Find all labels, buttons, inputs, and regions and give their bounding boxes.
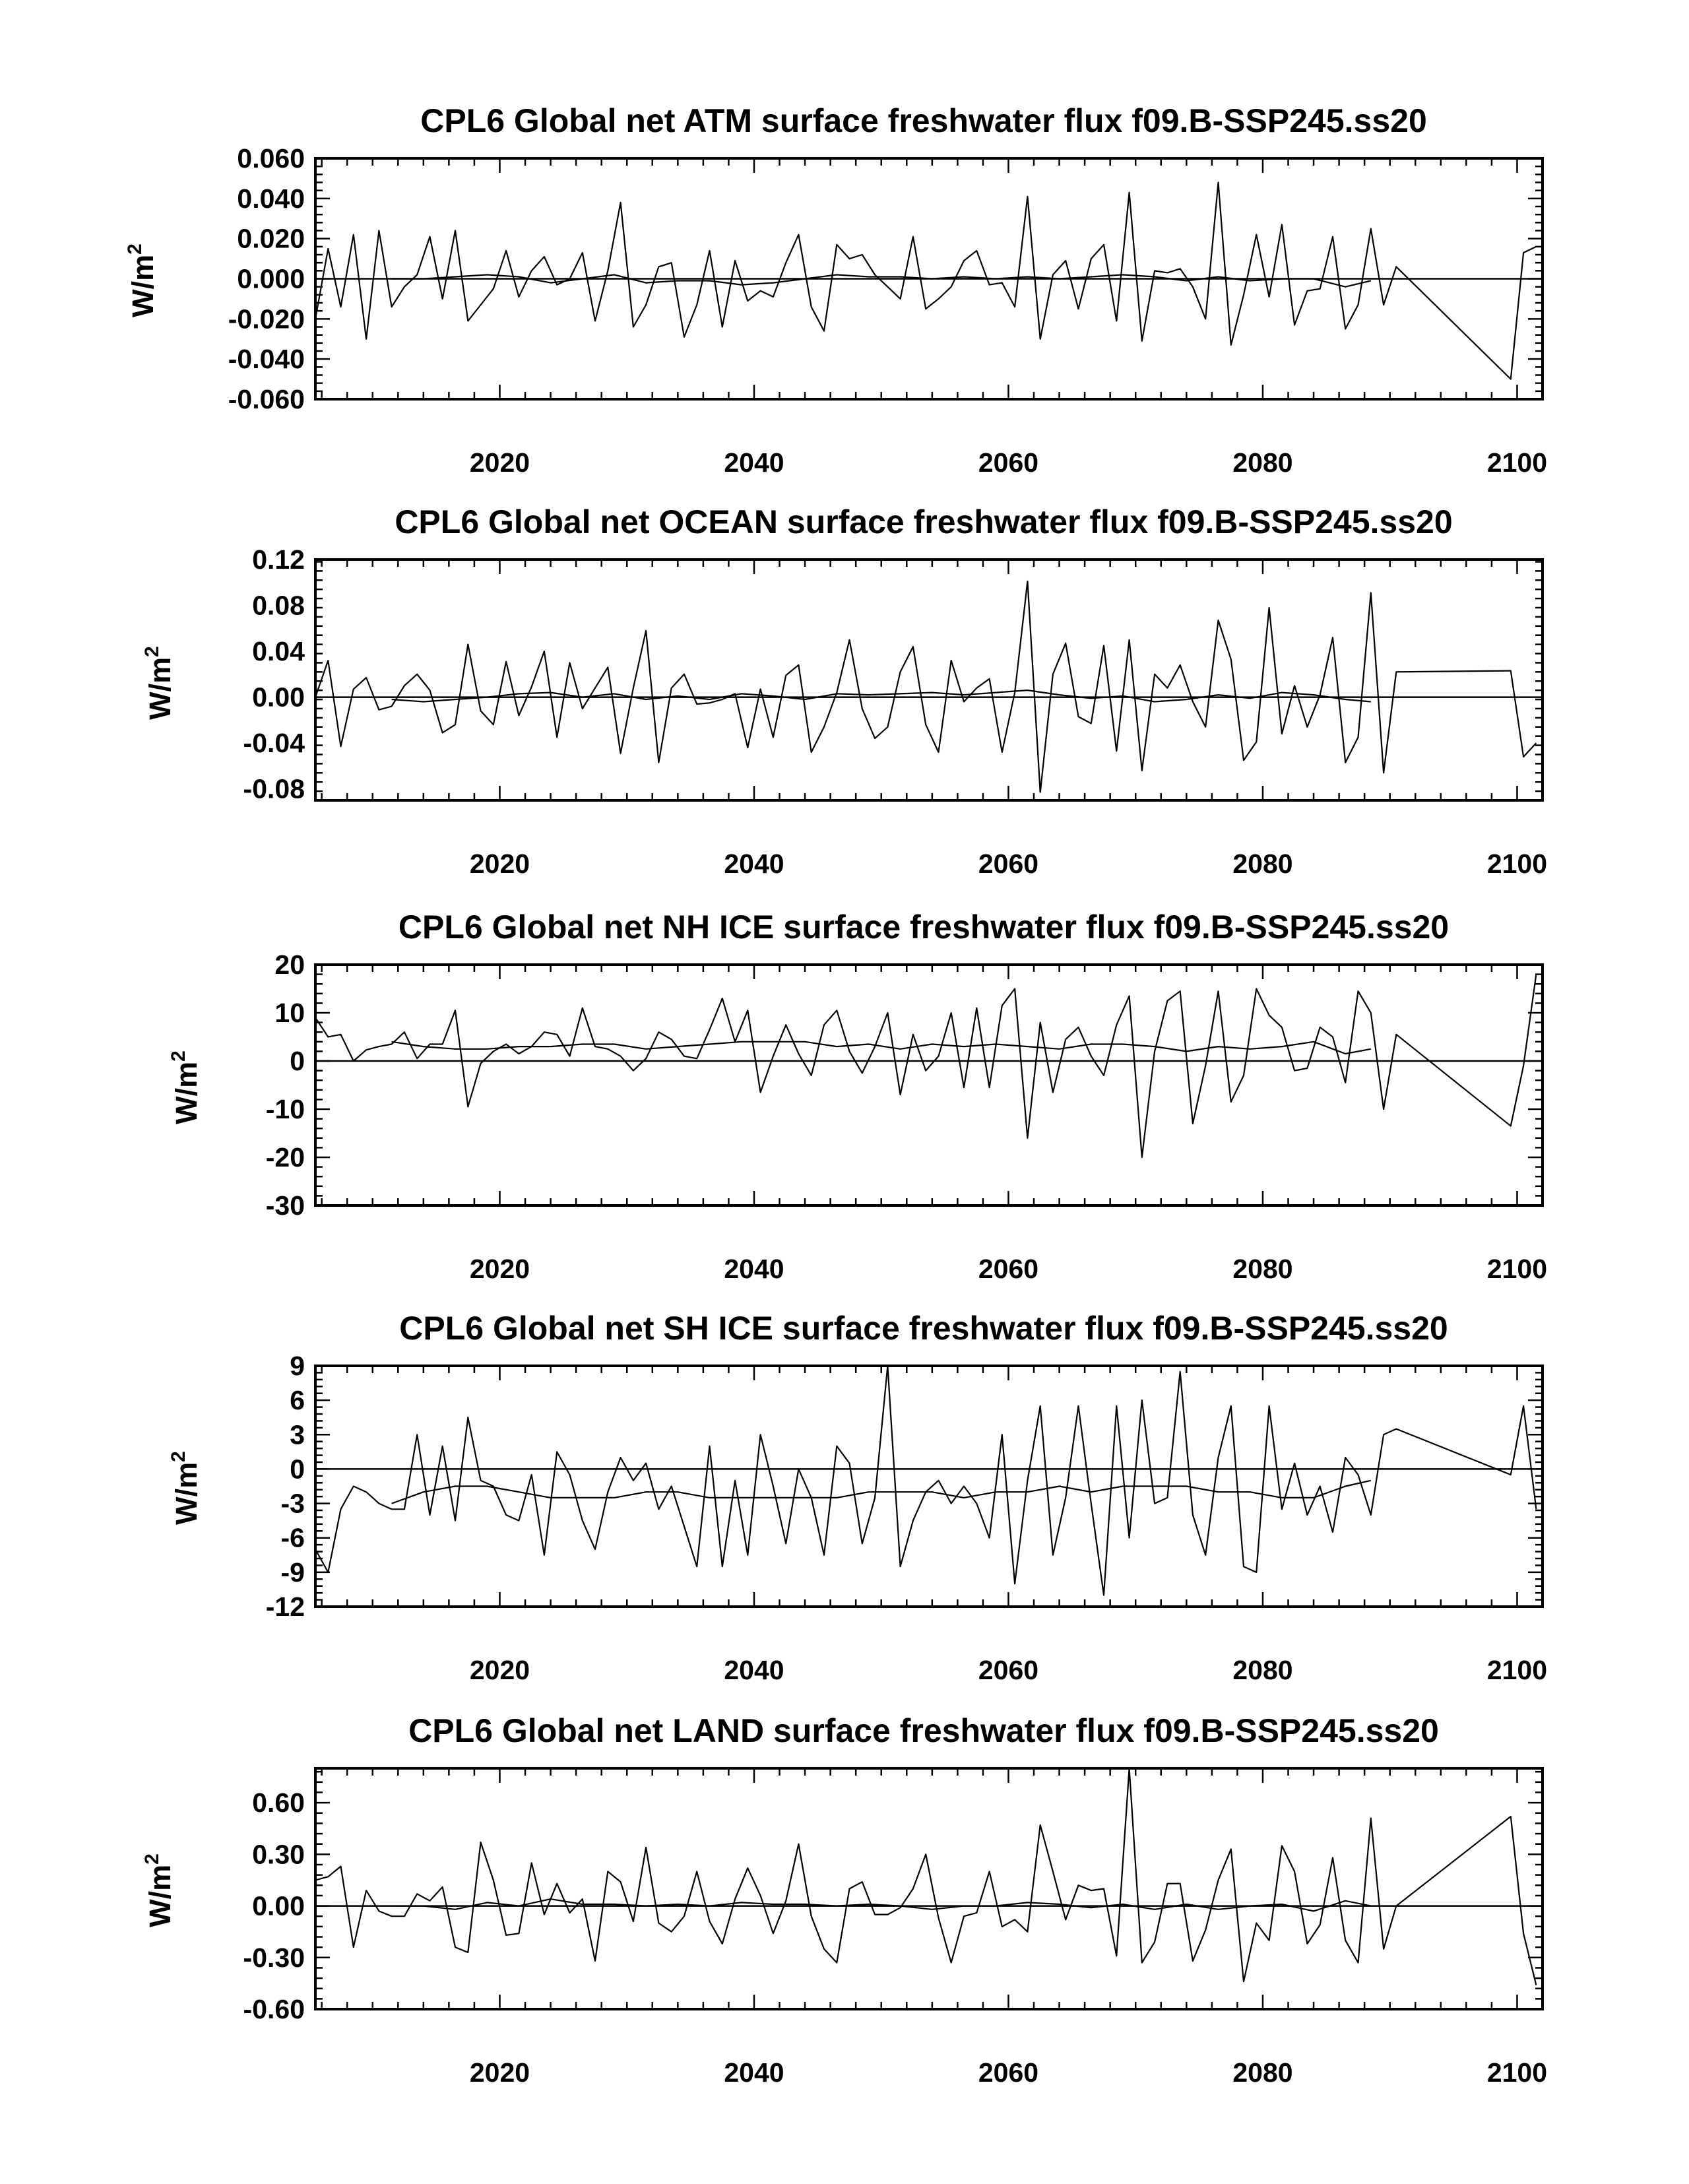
- panel-ocean: [141, 503, 1547, 879]
- panel-land-xtick-label: 2060: [978, 2057, 1039, 2088]
- panel-land-ylabel: [141, 1853, 177, 1927]
- panel-sh-ice-ytick-label: -12: [265, 1591, 305, 1622]
- panel-ocean-title: CPL6 Global net OCEAN surface freshwater flux f09.B-SSP245.ss20: [395, 503, 1453, 540]
- panel-land-series-smoothed: [392, 1899, 1371, 1911]
- panel-land-xtick-label: 2040: [724, 2057, 784, 2088]
- panel-sh-ice-ytick-label: 6: [290, 1385, 305, 1416]
- panel-land-ylabel-sup: 2: [141, 1853, 163, 1865]
- panel-nh-ice-series-annual: [315, 975, 1536, 1157]
- panel-ocean-frame: [315, 560, 1543, 800]
- panel-ocean-xtick-label: 2100: [1486, 849, 1548, 879]
- panel-ocean-ylabel-sup: 2: [141, 646, 163, 657]
- panel-sh-ice-xtick-label: 2020: [469, 1655, 530, 1685]
- panel-sh-ice-series-smoothed: [392, 1481, 1371, 1504]
- panel-land-ytick-label: -0.60: [243, 1994, 305, 2024]
- panel-land: [141, 1712, 1547, 2088]
- panel-nh-ice-ytick-label: 0: [290, 1046, 305, 1076]
- panel-land-ytick-label: 0.30: [252, 1839, 305, 1870]
- panel-sh-ice-ylabel-sup: 2: [168, 1451, 189, 1462]
- panel-sh-ice-plot: [266, 1351, 1547, 1685]
- panel-ocean-ylabel: [141, 646, 177, 720]
- panel-nh-ice-ytick-label: -10: [265, 1094, 305, 1124]
- panel-ocean-plot: [243, 544, 1548, 879]
- panel-ocean-ytick-label: 0.00: [252, 682, 305, 713]
- panel-land-ytick-label: 0.00: [252, 1890, 305, 1921]
- panel-nh-ice-plot: [266, 949, 1547, 1284]
- panel-sh-ice-xtick-label: 2100: [1486, 1655, 1548, 1685]
- panel-nh-ice-ylabel-text: W/m: [170, 1061, 203, 1124]
- panel-atm-ylabel-sup: 2: [124, 243, 146, 255]
- panel-land-xtick-label: 2100: [1486, 2057, 1548, 2088]
- panel-atm-ytick-label: -0.060: [228, 384, 305, 414]
- panel-land-ylabel-text: W/m: [143, 1864, 177, 1927]
- panel-ocean-xtick-label: 2020: [469, 849, 530, 879]
- panel-atm-xtick-label: 2020: [469, 447, 530, 478]
- panel-sh-ice-ylabel: [168, 1451, 203, 1525]
- panel-sh-ice-ylabel-text: W/m: [170, 1461, 203, 1525]
- panel-nh-ice-ytick-label: -30: [265, 1190, 305, 1221]
- panel-atm-ytick-label: -0.020: [228, 304, 305, 335]
- panel-atm-ytick-label: 0.060: [237, 143, 305, 174]
- panel-nh-ice-ytick-label: -20: [265, 1142, 305, 1172]
- panel-sh-ice-title: CPL6 Global net SH ICE surface freshwater flux f09.B-SSP245.ss20: [399, 1310, 1448, 1347]
- panel-atm-ytick-label: -0.040: [228, 344, 305, 375]
- panel-land-title: CPL6 Global net LAND surface freshwater flux f09.B-SSP245.ss20: [408, 1712, 1439, 1749]
- panel-nh-ice-ytick-label: 20: [274, 949, 305, 980]
- panel-sh-ice-ytick-label: 9: [290, 1351, 305, 1381]
- panel-sh-ice-ytick-label: 3: [290, 1419, 305, 1450]
- panel-land-xtick-label: 2020: [469, 2057, 530, 2088]
- panel-ocean-ytick-label: -0.04: [243, 728, 305, 759]
- panel-sh-ice-frame: [315, 1366, 1543, 1607]
- panel-land-ytick-label: -0.30: [243, 1942, 305, 1973]
- panel-atm: [124, 102, 1547, 478]
- panel-sh-ice-xtick-label: 2040: [724, 1655, 784, 1685]
- panel-atm-xtick-label: 2040: [724, 447, 784, 478]
- panel-nh-ice-xtick-label: 2100: [1486, 1254, 1548, 1284]
- panel-atm-ytick-label: 0.020: [237, 223, 305, 254]
- panel-atm-xtick-label: 2100: [1486, 447, 1548, 478]
- panel-nh-ice-title: CPL6 Global net NH ICE surface freshwater flux f09.B-SSP245.ss20: [398, 909, 1450, 946]
- panel-atm-plot: [228, 143, 1547, 478]
- panel-atm-title: CPL6 Global net ATM surface freshwater flux f09.B-SSP245.ss20: [420, 102, 1427, 139]
- panel-land-series-annual: [315, 1768, 1536, 1985]
- panel-ocean-ytick-label: 0.08: [252, 590, 305, 621]
- panel-ocean-ytick-label: -0.08: [243, 773, 305, 804]
- panel-atm-xtick-label: 2080: [1232, 447, 1293, 478]
- panel-ocean-xtick-label: 2080: [1232, 849, 1293, 879]
- panel-atm-xtick-label: 2060: [978, 447, 1039, 478]
- panel-ocean-xtick-label: 2060: [978, 849, 1039, 879]
- panel-land-plot: [243, 1768, 1548, 2088]
- panel-land-xtick-label: 2080: [1232, 2057, 1293, 2088]
- panel-atm-ytick-label: 0.000: [237, 263, 305, 294]
- panel-nh-ice-frame: [315, 965, 1543, 1205]
- panel-ocean-ytick-label: 0.04: [252, 636, 305, 667]
- panel-sh-ice-series-annual: [315, 1366, 1536, 1595]
- panel-ocean-series-annual: [315, 581, 1536, 792]
- panel-ocean-xtick-label: 2040: [724, 849, 784, 879]
- panel-sh-ice-ytick-label: -9: [280, 1557, 305, 1588]
- panel-ocean-ytick-label: 0.12: [252, 544, 305, 575]
- panel-atm-ylabel: [124, 243, 160, 317]
- panel-nh-ice-ytick-label: 10: [274, 998, 305, 1028]
- panel-land-frame: [315, 1768, 1543, 2009]
- panel-sh-ice-ytick-label: 0: [290, 1454, 305, 1485]
- panel-ocean-ylabel-text: W/m: [143, 657, 177, 720]
- panel-sh-ice-xtick-label: 2080: [1232, 1655, 1293, 1685]
- panel-nh-ice-ylabel: [168, 1050, 203, 1124]
- panel-land-ytick-label: 0.60: [252, 1787, 305, 1818]
- panel-sh-ice-xtick-label: 2060: [978, 1655, 1039, 1685]
- panel-sh-ice-ytick-label: -6: [280, 1522, 305, 1553]
- panel-atm-series-annual: [315, 183, 1536, 379]
- panel-nh-ice-xtick-label: 2060: [978, 1254, 1039, 1284]
- panel-nh-ice-ylabel-sup: 2: [168, 1050, 189, 1062]
- panel-sh-ice-ytick-label: -3: [280, 1488, 305, 1519]
- panel-sh-ice: [168, 1310, 1547, 1685]
- panel-nh-ice-xtick-label: 2080: [1232, 1254, 1293, 1284]
- panel-atm-ylabel-text: W/m: [126, 254, 160, 317]
- panel-nh-ice: [168, 909, 1547, 1284]
- panel-atm-ytick-label: 0.040: [237, 183, 305, 214]
- panel-nh-ice-xtick-label: 2020: [469, 1254, 530, 1284]
- panel-ocean-series-smoothed: [392, 690, 1371, 701]
- panel-nh-ice-xtick-label: 2040: [724, 1254, 784, 1284]
